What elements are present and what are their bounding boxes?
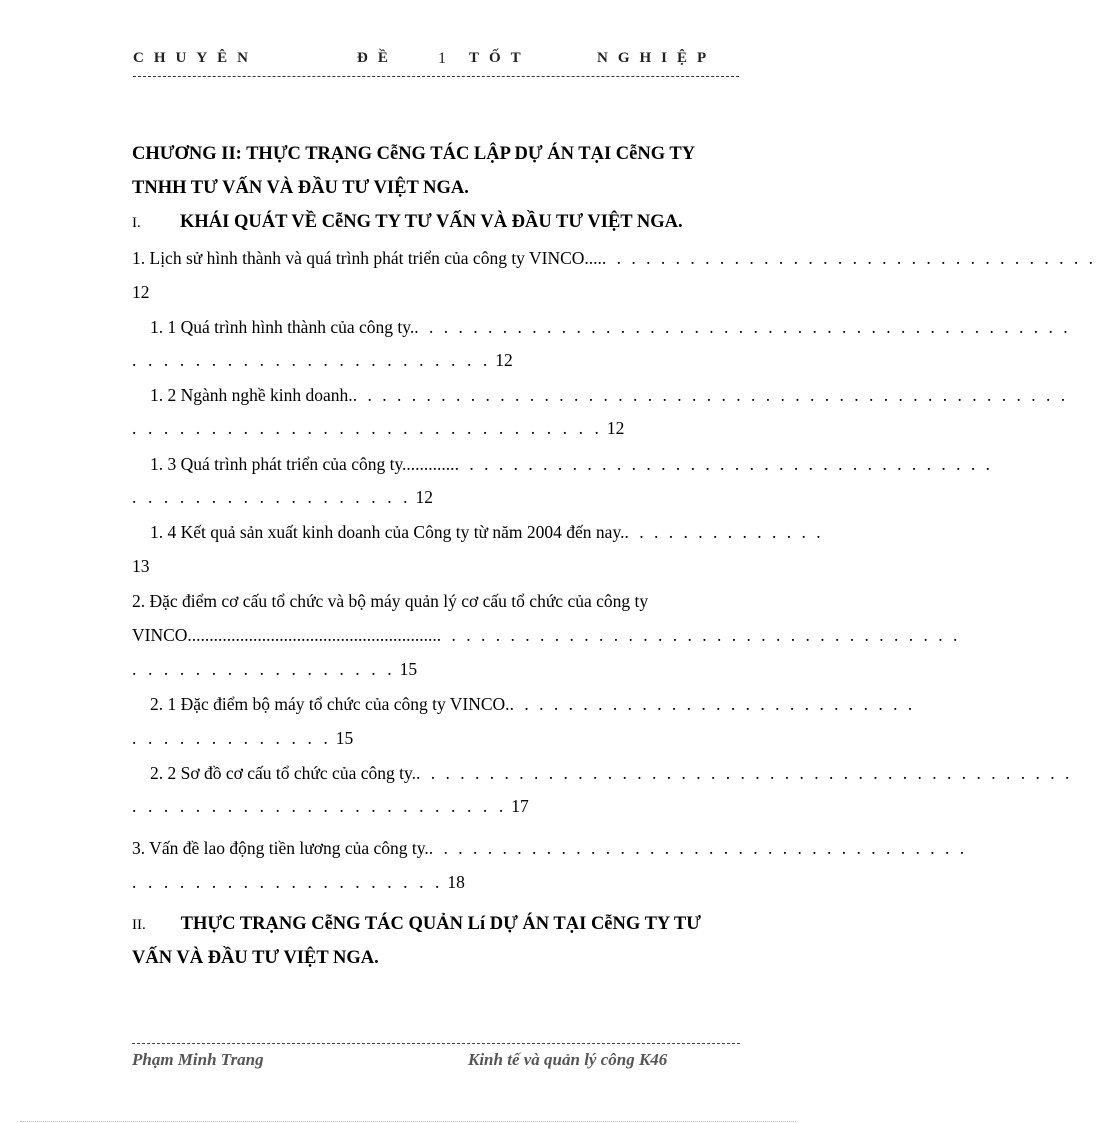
toc-page: 13	[132, 556, 150, 576]
toc-page: 12	[415, 487, 433, 507]
toc-entry	[150, 761, 1073, 785]
toc-entry-text: 2. Đặc điểm cơ cấu tổ chức và bộ máy quản lý cơ cấu tổ chức của công ty	[132, 591, 649, 611]
section-title: THỰC TRẠNG CễNG TÁC QUẢN Lí DỰ ÁN TẠI CễNG TY TƯ	[180, 914, 701, 934]
toc-entry	[150, 452, 993, 476]
toc-entry-text: 1. 4 Kết quả sản xuất kinh doanh của Công ty từ năm 2004 đến nay.	[150, 522, 625, 542]
header-word: 1	[438, 50, 456, 67]
toc-leader-line: . . . . . . . . . . . . . . . . . . 12	[132, 487, 433, 507]
page-bottom-divider	[20, 1121, 796, 1122]
toc-page: 12	[132, 282, 150, 302]
toc-page: 15	[399, 659, 418, 679]
section-title: KHÁI QUÁT VỀ CễNG TY TƯ VẤN VÀ ĐẦU TƯ VIỆT NGA.	[180, 212, 683, 232]
toc-entry-text: 1. 3 Quá trình phát triển của công ty............	[150, 454, 455, 474]
toc-leader-line: . . . . . . . . . . . . . 15	[132, 728, 354, 748]
section-title-cont: VẤN VÀ ĐẦU TƯ VIỆT NGA.	[132, 948, 379, 968]
toc-leader: . . . . . . . . . . . . . . . . . . . . . . . . . . . . . . . . . . . . .	[428, 838, 968, 858]
section-number: I.	[132, 215, 141, 231]
header-word: CHUYÊN	[133, 50, 259, 66]
toc-entry-text: 1. 2 Ngành nghề kinh doanh.	[150, 385, 353, 405]
toc-leader-line: . . . . . . . . . . . . . . . . . 15	[132, 659, 418, 679]
footer-course: Kinh tế và quản lý công K46	[468, 1050, 668, 1069]
section-heading	[132, 912, 701, 937]
toc-entry-text: 2. 1 Đặc điểm bộ máy tổ chức của công ty VINCO.	[150, 694, 510, 714]
toc-page: 18	[447, 872, 465, 892]
toc-page: 12	[495, 350, 513, 370]
toc-leader: . . . . . . . . . . . . . . . . . . . . . . . . . . . .	[509, 694, 916, 714]
toc-entry	[150, 315, 1071, 339]
toc-leader: . . . . . . . . . . . . . . . . . . . . . . . . . . . . . . . . . .	[601, 248, 1096, 268]
header-word: TỐT	[469, 50, 531, 66]
toc-leader: . . . . . . . . . . . . . . . . . . . . . . . . . . . . . . . . . . . . . . . . . . . . .	[414, 317, 1071, 337]
toc-page: 17	[511, 796, 529, 816]
header-word: ĐỀ	[357, 50, 398, 66]
toc-page: 15	[335, 728, 354, 748]
running-header	[133, 46, 739, 77]
toc-leader-line: . . . . . . . . . . . . . . . . . . . . 18	[132, 872, 465, 892]
toc-leader: . . . . . . . . . . . . . . . . . . . . . . . . . . . . . . . . . . . . . . . . . . . . . . . . .	[352, 385, 1069, 405]
toc-entry-text-cont: VINCO.........................................................	[132, 625, 437, 645]
chapter-title-line-1: CHƯƠNG II: THỰC TRẠNG CễNG TÁC LẬP DỰ ÁN TẠI CễNG TY	[132, 144, 696, 164]
header-word: NGHIỆP	[597, 50, 717, 66]
toc-entry	[150, 383, 1069, 407]
footer-rule	[132, 1043, 740, 1044]
toc-leader-line: . . . . . . . . . . . . . . . . . . . . . . . . . . . . . . 12	[132, 418, 625, 438]
toc-entry	[132, 246, 1096, 270]
section-heading	[132, 210, 683, 235]
toc-entry-text: 1. Lịch sử hình thành và quá trình phát triển của công ty VINCO....	[132, 248, 602, 268]
toc-leader: . . . . . . . . . . . . . . . . . . . . . . . . . . . . . . . . . . . . . . . . . . . . .	[415, 763, 1073, 783]
toc-entry	[132, 623, 961, 647]
toc-entry-text: 1. 1 Quá trình hình thành của công ty.	[150, 317, 415, 337]
section-number: II.	[132, 917, 146, 933]
chapter-title-line-2: TNHH TƯ VẤN VÀ ĐẦU TƯ VIỆT NGA.	[132, 178, 469, 198]
toc-entry	[132, 836, 968, 860]
toc-entry	[150, 520, 824, 544]
toc-page: 12	[606, 418, 625, 438]
toc-entry	[150, 692, 916, 716]
toc-leader-line: . . . . . . . . . . . . . . . . . . . . . . . . 17	[132, 796, 529, 816]
toc-leader: . . . . . . . . . . . . . . . . . . . . . . . . . . . . . . . . . . . . .	[454, 454, 993, 474]
toc-leader: . . . . . . . . . . . . . . . . . . . . . . . . . . . . . . . . . . . .	[436, 625, 961, 645]
toc-leader: . . . . . . . . . . . . . .	[624, 522, 824, 542]
footer-author: Phạm Minh Trang	[132, 1050, 264, 1069]
toc-entry-text: 2. 2 Sơ đồ cơ cấu tổ chức của công ty.	[150, 763, 416, 783]
toc-entry-text: 3. Vấn đề lao động tiền lương của công ty.	[132, 838, 429, 858]
toc-leader-line: . . . . . . . . . . . . . . . . . . . . . . . 12	[132, 350, 513, 370]
